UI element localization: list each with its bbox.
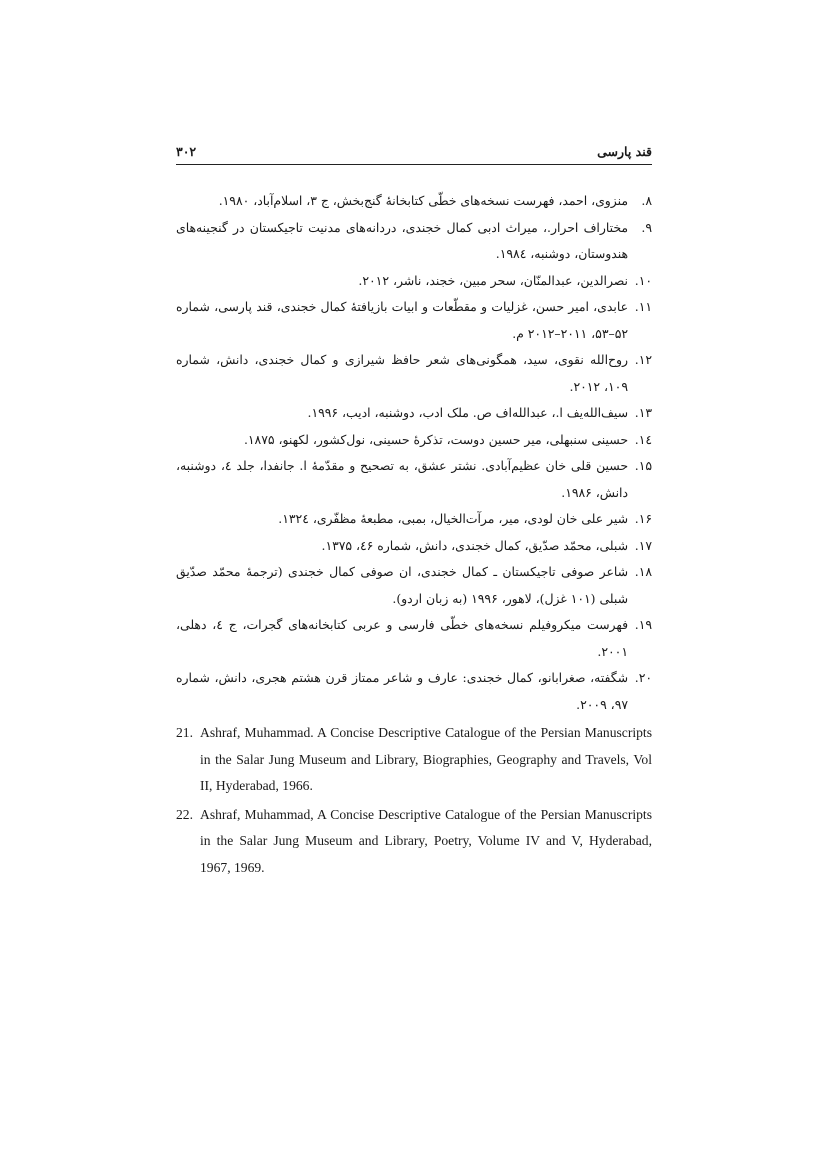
reference-item [176,268,652,295]
reference-number: 21. [176,725,193,740]
reference-text: Ashraf, Muhammad, A Concise Descriptive Catalogue of the Persian Manuscripts in the Salar Jung Museum and Library, Poetry, Volume IV and V, Hyderabad, 1967, 1969. [200,806,652,875]
reference-text: شگفته، صغرابانو، کمال خجندی: عارف و شاعر ممتاز قرن هشتم هجری، دانش، شماره ۹۷، ۲۰۰۹. [176,670,628,712]
reference-number: ۱۵. [634,458,652,473]
reference-item [176,215,652,268]
running-header [176,142,652,165]
reference-item [176,427,652,454]
reference-list [176,188,652,881]
page-number: ۳۰۲ [176,144,197,159]
reference-item [176,294,652,347]
reference-text: حسینی سنبهلی، میر حسین دوست، تذکرهٔ حسینی، نول‌کشور، لکهنو، ۱۸۷۵. [243,431,628,447]
reference-number: ۱۱. [634,299,652,314]
reference-item [176,400,652,427]
reference-text: Ashraf, Muhammad. A Concise Descriptive Catalogue of the Persian Manuscripts in the Salar Jung Museum and Library, Biographies, Geography and Travels, Vol II, Hyderabad, 1966. [200,725,652,793]
reference-number: ۱۷. [634,537,652,553]
reference-number: ۹. [641,219,652,235]
reference-text: مختاراف احرار.، میراث ادبی کمال خجندی، دردانه‌های مدنیت تاجیکستان در گنجینه‌های هندوستان، دوشنبه، ۱۹۸٤. [176,219,628,261]
reference-number: ۱۳. [634,405,652,420]
reference-text: فهرست میکروفیلم نسخه‌های خطّی فارسی و عربی کتابخانه‌های گجرات، ج ٤، دهلی، ۲۰۰۱. [176,617,628,659]
reference-number: ۱۶. [634,511,652,526]
reference-item [176,347,652,400]
reference-number: ۱۸. [634,564,652,579]
reference-text: شاعر صوفی تاجیکستان ـ کمال خجندی، ان صوفی کمال خجندی (ترجمهٔ محمّد صدّیق شبلی (۱۰۱ غزل)، لاهور، ۱۹۹۶ (به زبان اردو). [176,564,628,606]
reference-text: نصرالدین، عبدالمنّان، سحر مبین، خجند، ناشر، ۲۰۱۲. [358,272,628,288]
reference-item [176,612,652,665]
reference-item [176,453,652,506]
reference-text: سیف‌الله‌یف ا.، عبدالله‌اف ص. ملک ادب، دوشنبه، ادیب، ۱۹۹۶. [307,405,628,420]
reference-number: ۱۰. [634,272,652,288]
reference-item [176,506,652,533]
reference-number: ۲۰. [634,670,652,685]
reference-text: حسین قلی خان عظیم‌آبادی. نشتر عشق، به تصحیح و مقدّمهٔ ا. جانفدا، جلد ٤، دوشنبه، دانش، ۱۹۸۶. [176,458,628,500]
reference-item [176,720,652,800]
reference-text: عابدی، امیر حسن، غزلیات و مقطّعات و ابیات بازیافتهٔ کمال خجندی، قند پارسی، شماره ۵۲–۵۳، ۲۰۱۱–۲۰۱۲ م. [176,299,628,341]
reference-number: ۱۲. [634,352,652,367]
reference-item [176,559,652,612]
reference-text: شبلی، محمّد صدّیق، کمال خجندی، دانش، شماره ٤۶، ۱۳۷۵. [321,537,628,553]
reference-item [176,802,652,882]
reference-number: ۱۹. [634,617,652,632]
reference-number: ۸. [641,193,652,208]
journal-title: قند پارسی [597,144,652,159]
reference-item [176,188,652,215]
reference-number: ۱٤. [634,431,652,447]
reference-text: منزوی، احمد، فهرست نسخه‌های خطّی کتابخانهٔ گنج‌بخش، ج ۳، اسلام‌آباد، ۱۹۸۰. [218,193,628,208]
reference-number: 22. [176,806,193,822]
reference-text: روح‌الله نقوی، سید، همگونی‌های شعر حافظ شیرازی و کمال خجندی، دانش، شماره ۱۰۹، ۲۰۱۲. [176,352,628,394]
reference-text: شیر علی خان لودی، میر، مرآت‌الخیال، بمبی، مطبعهٔ مظفّری، ۱۳۲٤. [278,511,628,526]
reference-item [176,665,652,718]
reference-item [176,533,652,560]
